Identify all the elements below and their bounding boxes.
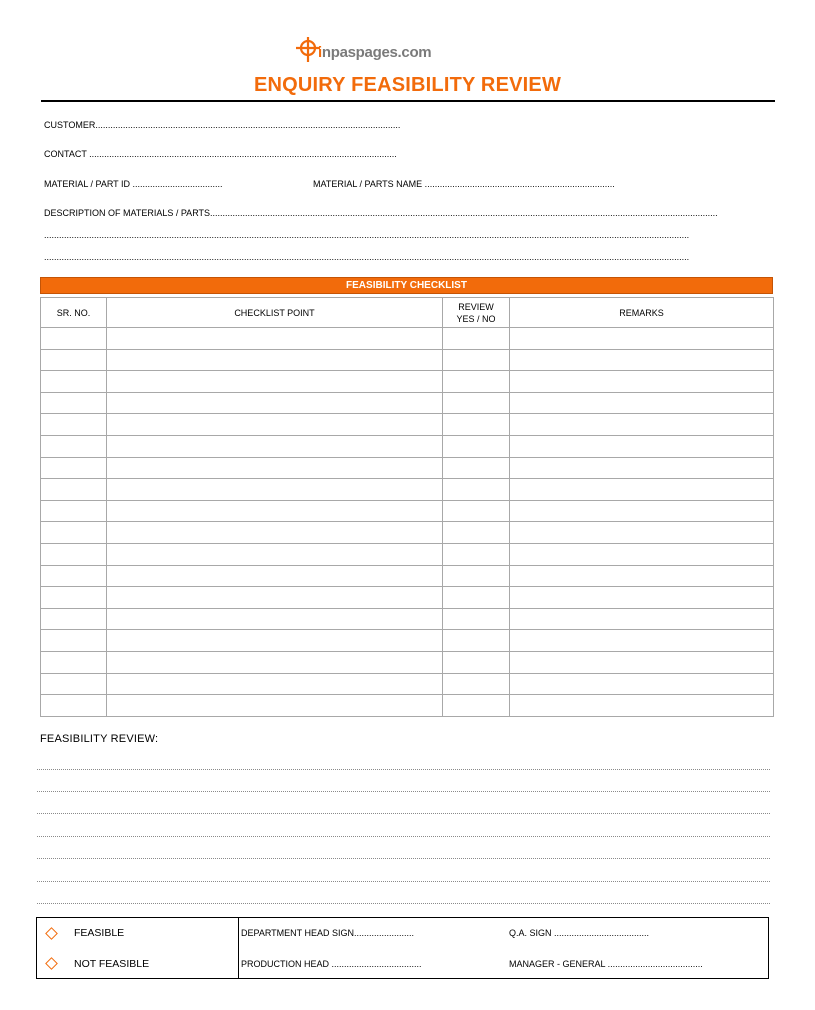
department-head-sign: DEPARTMENT HEAD SIGN........................ [241, 928, 415, 938]
review-cell[interactable] [443, 630, 510, 652]
checklist-point-cell[interactable] [107, 695, 443, 717]
review-cell[interactable] [443, 695, 510, 717]
checklist-point-cell[interactable] [107, 479, 443, 501]
col-review [443, 298, 510, 328]
checklist-point-cell[interactable] [107, 349, 443, 371]
sr-no-cell[interactable] [41, 457, 107, 479]
remarks-cell[interactable] [510, 673, 774, 695]
review-line [37, 881, 770, 882]
remarks-cell[interactable] [510, 457, 774, 479]
sr-no-cell[interactable] [41, 587, 107, 609]
remarks-cell[interactable] [510, 500, 774, 522]
review-line [37, 769, 770, 770]
review-cell[interactable] [443, 328, 510, 350]
review-cell[interactable] [443, 500, 510, 522]
not-feasible-diamond-icon[interactable] [45, 957, 58, 970]
remarks-cell[interactable] [510, 435, 774, 457]
page-title: ENQUIRY FEASIBILITY REVIEW [253, 74, 562, 96]
description-line-2: .................................................................................................................................................................................................................................................................. [44, 230, 690, 240]
col-sr-no: SR. NO. [41, 298, 107, 328]
remarks-cell[interactable] [510, 414, 774, 436]
table-row [41, 630, 774, 652]
sr-no-cell[interactable] [41, 673, 107, 695]
review-line [37, 903, 770, 904]
remarks-cell[interactable] [510, 349, 774, 371]
table-row [41, 695, 774, 717]
decision-box [36, 917, 769, 979]
review-cell[interactable] [443, 371, 510, 393]
checklist-point-cell[interactable] [107, 608, 443, 630]
description-field: DESCRIPTION OF MATERIALS / PARTS........................................................................................................................................................................................................... [44, 208, 718, 218]
checklist-point-cell[interactable] [107, 435, 443, 457]
remarks-cell[interactable] [510, 587, 774, 609]
site-logo [296, 37, 436, 63]
parts-name-field: MATERIAL / PARTS NAME ............................................................................ [313, 179, 615, 189]
checklist-point-cell[interactable] [107, 587, 443, 609]
review-line [37, 858, 770, 859]
table-row [41, 371, 774, 393]
remarks-cell[interactable] [510, 371, 774, 393]
feasible-option-label: FEASIBLE [74, 927, 125, 939]
table-row [41, 500, 774, 522]
review-cell[interactable] [443, 479, 510, 501]
checklist-point-cell[interactable] [107, 457, 443, 479]
checklist-point-cell[interactable] [107, 522, 443, 544]
review-cell[interactable] [443, 457, 510, 479]
table-row [41, 522, 774, 544]
sr-no-cell[interactable] [41, 608, 107, 630]
review-line [37, 813, 770, 814]
col-remarks: REMARKS [510, 298, 774, 328]
customer-field: CUSTOMER.......................................................................................................................... [44, 120, 401, 130]
table-row [41, 435, 774, 457]
table-row [41, 651, 774, 673]
decision-box-divider [238, 918, 239, 978]
table-row [41, 565, 774, 587]
remarks-cell[interactable] [510, 328, 774, 350]
manager-general-sign: MANAGER - GENERAL ...................................... [509, 959, 703, 969]
logo-text: inpaspages.com [318, 44, 432, 61]
part-id-field: MATERIAL / PART ID .................................... [44, 179, 223, 189]
sr-no-cell[interactable] [41, 349, 107, 371]
feasibility-review-label: FEASIBILITY REVIEW: [40, 733, 159, 745]
checklist-point-cell[interactable] [107, 543, 443, 565]
sr-no-cell[interactable] [41, 543, 107, 565]
review-cell[interactable] [443, 673, 510, 695]
sr-no-cell[interactable] [41, 392, 107, 414]
review-line [37, 836, 770, 837]
remarks-cell[interactable] [510, 630, 774, 652]
checklist-header-row [41, 298, 774, 328]
review-cell[interactable] [443, 565, 510, 587]
review-cell[interactable] [443, 608, 510, 630]
checklist-point-cell[interactable] [107, 328, 443, 350]
col-review-label: REVIEW [458, 301, 494, 312]
remarks-cell[interactable] [510, 651, 774, 673]
sr-no-cell[interactable] [41, 651, 107, 673]
checklist-heading: FEASIBILITY CHECKLIST [40, 277, 773, 294]
checklist-point-cell[interactable] [107, 414, 443, 436]
review-cell[interactable] [443, 435, 510, 457]
sr-no-cell[interactable] [41, 630, 107, 652]
sr-no-cell[interactable] [41, 414, 107, 436]
table-row [41, 457, 774, 479]
remarks-cell[interactable] [510, 608, 774, 630]
table-row [41, 392, 774, 414]
checklist-point-cell[interactable] [107, 392, 443, 414]
description-line-3: .................................................................................................................................................................................................................................................................. [44, 252, 690, 262]
checklist-point-cell[interactable] [107, 651, 443, 673]
table-row [41, 414, 774, 436]
remarks-cell[interactable] [510, 543, 774, 565]
review-line [37, 791, 770, 792]
sr-no-cell[interactable] [41, 328, 107, 350]
table-row [41, 608, 774, 630]
sr-no-cell[interactable] [41, 565, 107, 587]
table-row [41, 328, 774, 350]
review-cell[interactable] [443, 392, 510, 414]
title-divider [41, 100, 775, 102]
checklist-point-cell[interactable] [107, 500, 443, 522]
remarks-cell[interactable] [510, 565, 774, 587]
checklist-point-cell[interactable] [107, 630, 443, 652]
production-head-sign: PRODUCTION HEAD .................................... [241, 959, 422, 969]
col-yes-no-label: YES / NO [456, 313, 496, 324]
review-cell[interactable] [443, 543, 510, 565]
sr-no-cell[interactable] [41, 435, 107, 457]
review-cell[interactable] [443, 587, 510, 609]
sr-no-cell[interactable] [41, 500, 107, 522]
sr-no-cell[interactable] [41, 479, 107, 501]
remarks-cell[interactable] [510, 479, 774, 501]
contact-field: CONTACT ........................................................................................................................... [44, 149, 397, 159]
not-feasible-option-label: NOT FEASIBLE [74, 958, 150, 970]
checklist-point-cell[interactable] [107, 371, 443, 393]
sr-no-cell[interactable] [41, 371, 107, 393]
review-cell[interactable] [443, 414, 510, 436]
table-row [41, 543, 774, 565]
feasible-diamond-icon[interactable] [45, 927, 58, 940]
table-row [41, 349, 774, 371]
table-row [41, 479, 774, 501]
table-row [41, 673, 774, 695]
review-cell[interactable] [443, 651, 510, 673]
remarks-cell[interactable] [510, 392, 774, 414]
remarks-cell[interactable] [510, 522, 774, 544]
checklist-point-cell[interactable] [107, 673, 443, 695]
sr-no-cell[interactable] [41, 695, 107, 717]
sr-no-cell[interactable] [41, 522, 107, 544]
col-checklist-point: CHECKLIST POINT [107, 298, 443, 328]
review-cell[interactable] [443, 522, 510, 544]
remarks-cell[interactable] [510, 695, 774, 717]
checklist-table [40, 297, 774, 717]
checklist-point-cell[interactable] [107, 565, 443, 587]
review-cell[interactable] [443, 349, 510, 371]
table-row [41, 587, 774, 609]
qa-sign: Q.A. SIGN ...................................... [509, 928, 650, 938]
